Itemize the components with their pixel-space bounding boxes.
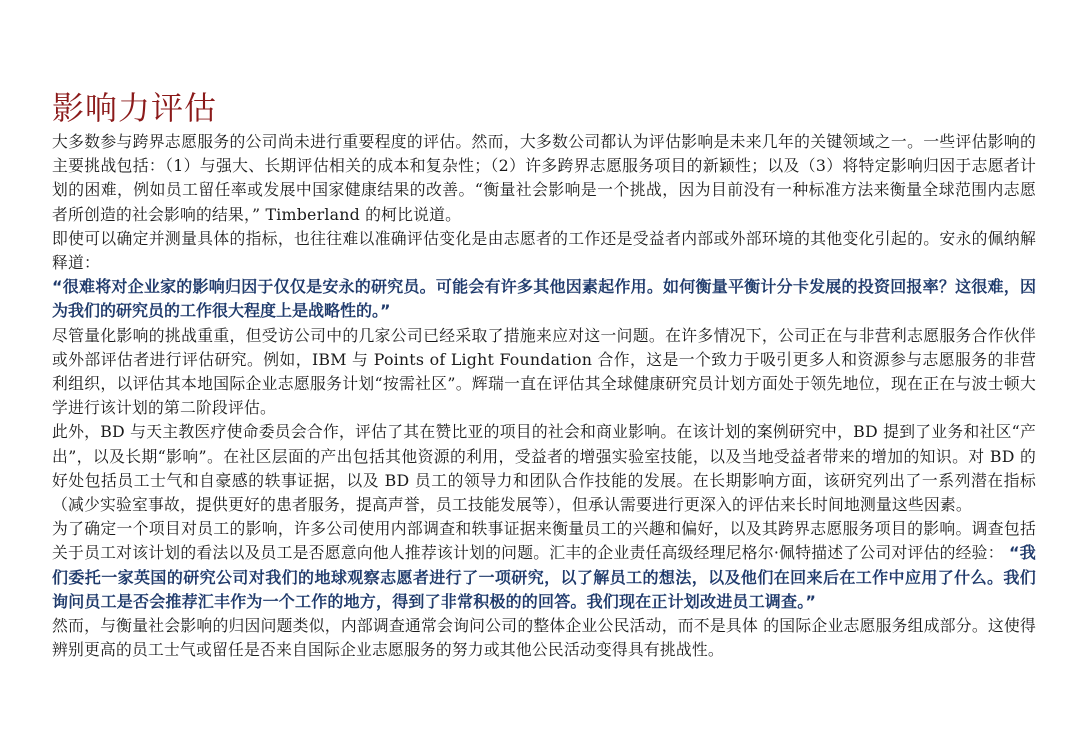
paragraph-employee-impact — [52, 517, 1036, 614]
quote-hsbc: “我们委托一家英国的研究公司对我们的地球观察志愿者进行了一项研究，以了解员工的想法，以及他们在回来后在工作中应用了什么。我们询问员工是否会推荐汇丰作为一个工作的地方，得到了非常积极的的回答。我们现在正计划改进员工调查。” — [52, 543, 1036, 611]
paragraph-intro: 大多数参与跨界志愿服务的公司尚未进行重要程度的评估。然而，大多数公司都认为评估影响是未来几年的关键领域之一。一些评估影响的主要挑战包括：（1）与强大、长期评估相关的成本和复杂性；（2）许多跨界志愿服务项目的新颖性；以及（3）将特定影响归因于志愿者计划的困难，例如员工留任率或发展中国家健康结果的改善。“衡量社会影响是一个挑战，因为目前没有一种标准方法来衡量全球范围内志愿者所创造的社会影响的结果，” Timberland 的柯比说道。 — [52, 132, 1036, 224]
quote-ey: “很难将对企业家的影响归因于仅仅是安永的研究员。可能会有许多其他因素起作用。如何衡量平衡计分卡发展的投资回报率？这很难，因为我们的研究员的工作很大程度上是战略性的。” — [52, 277, 1036, 321]
section-title: 影响力评估 — [52, 89, 218, 127]
paragraph-internal-surveys: 然而，与衡量社会影响的归因问题类似，内部调查通常会询问公司的整体企业公民活动，而不是具体 的国际企业志愿服务组成部分。这使得辨别更高的员工士气或留任是否来自国际企业志愿服务的努力或其他公民活动变得具有挑战性。 — [52, 616, 1036, 660]
paragraph-evaluation-studies: 尽管量化影响的挑战重重，但受访公司中的几家公司已经采取了措施来应对这一问题。在许多情况下，公司正在与非营利志愿服务合作伙伴或外部评估者进行评估研究。例如，IBM 与 Points of Light Foundation 合作，这是一个致力于吸引更多人和资源参与志愿服务的非营利组织，以评估其本地国际企业志愿服务计划“按需社区”。辉瑞一直在评估其全球健康研究员计划方面处于领先地位，现在正在与波士顿大学进行该计划的第二阶段评估。 — [52, 325, 1036, 418]
document-page — [52, 88, 1036, 662]
paragraph-bd-study: 此外，BD 与天主教医疗使命委员会合作，评估了其在赞比亚的项目的社会和商业影响。在该计划的案例研究中，BD 提到了业务和社区“产出”，以及长期“影响”。在社区层面的产出包括其他资源的利用，受益者的增强实验室技能，以及当地受益者带来的增加的知识。对 BD 的好处包括员工士气和自豪感的轶事证据，以及 BD 员工的领导力和团队合作技能的发展。在长期影响方面，该研究列出了一系列潜在指标（减少实验室事故，提供更好的患者服务，提高声誉，员工技能发展等），但承认需要进行更深入的评估来长时间地测量这些因素。 — [52, 422, 1036, 515]
paragraph-attribution: 即使可以确定并测量具体的指标，也往往难以准确评估变化是由志愿者的工作还是受益者内部或外部环境的其他变化引起的。安永的佩纳解释道： — [52, 228, 1036, 273]
employee-impact-lead: 为了确定一个项目对员工的影响，许多公司使用内部调查和轶事证据来衡量员工的兴趣和偏好，以及其跨界志愿服务项目的影响。调查包括关于员工对该计划的看法以及员工是否愿意向他人推荐该计划的问题。汇丰的企业责任高级经理尼格尔·佩特描述了公司对评估的经验： — [52, 519, 1036, 563]
